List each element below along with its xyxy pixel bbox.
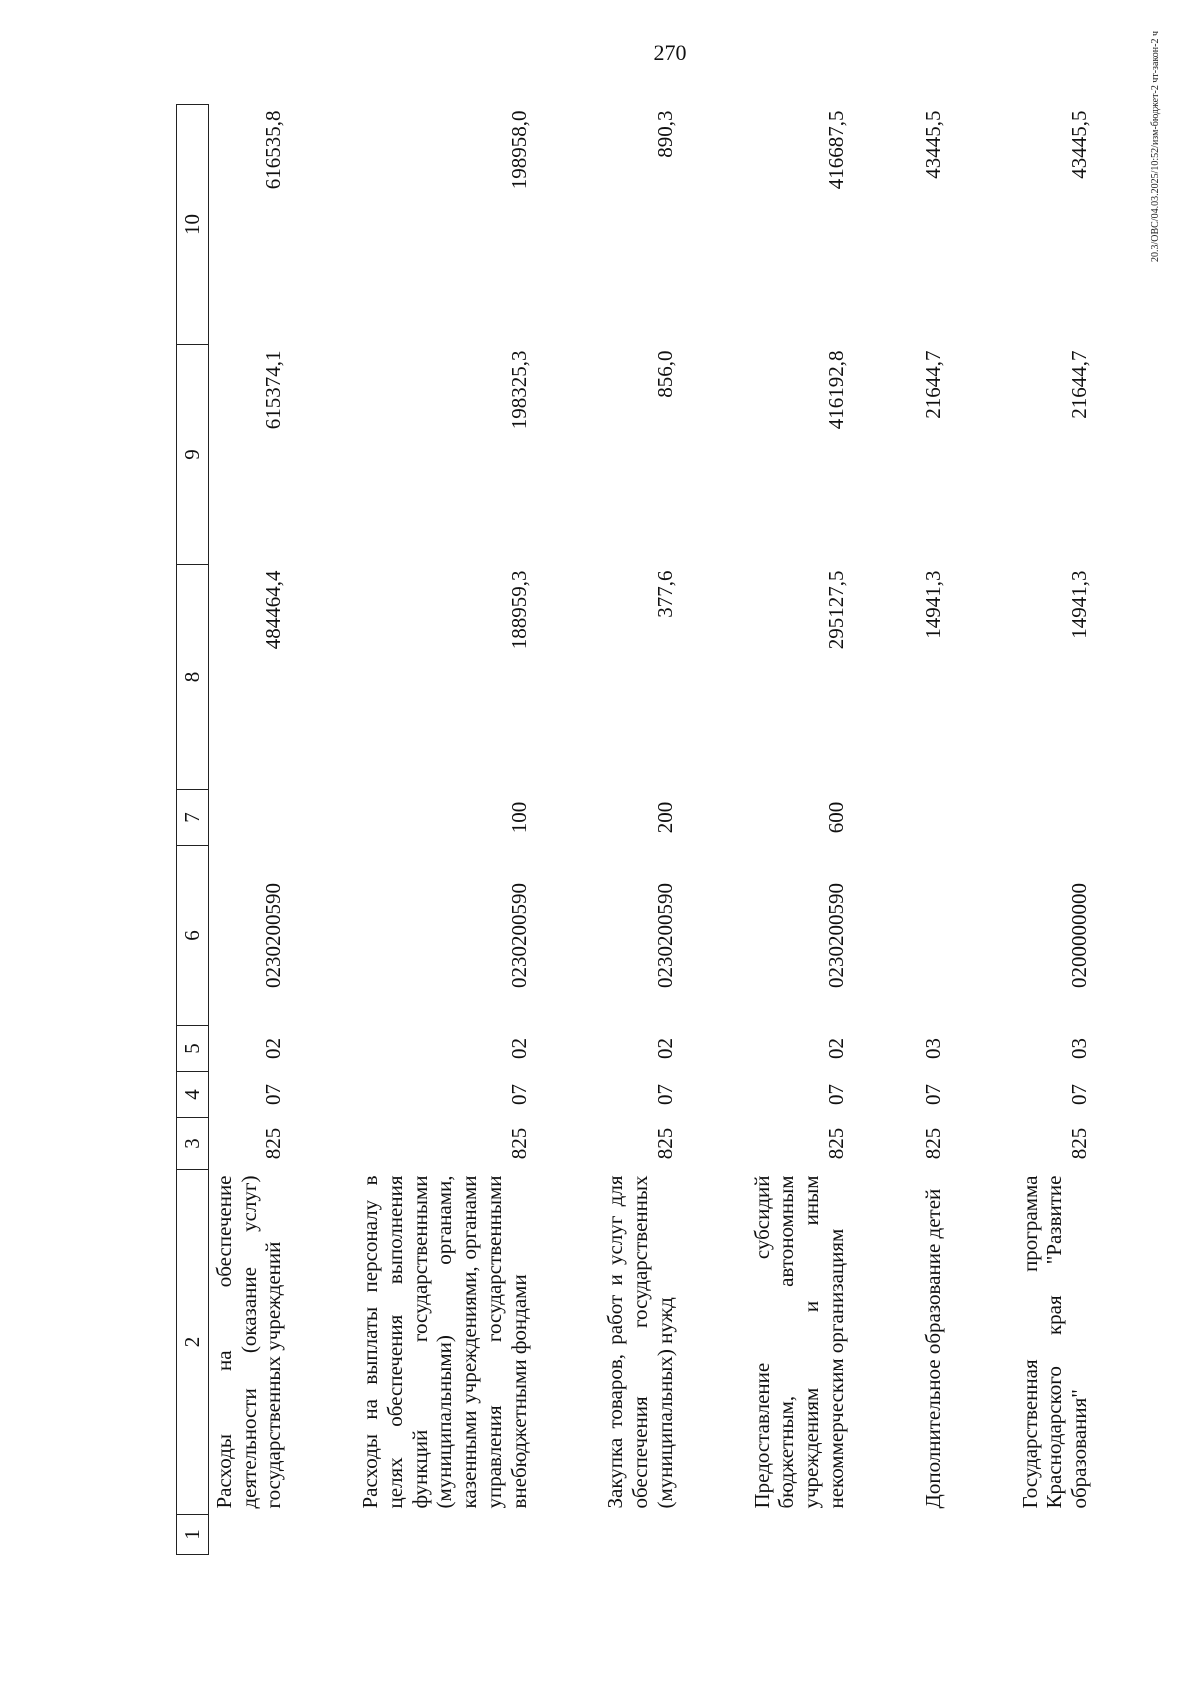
- cell-amount-col-10: 890,3: [652, 110, 677, 158]
- cell-section: 07: [1067, 1084, 1092, 1105]
- cell-amount-col-9: 21644,7: [920, 350, 945, 419]
- cell-amount-col-10: 43445,5: [1067, 110, 1092, 179]
- cell-amount-col-9: 856,0: [652, 350, 677, 398]
- row-spacer: [681, 105, 747, 1555]
- cell-subsection: 03: [1067, 1038, 1092, 1059]
- cell-subsection: 02: [652, 1038, 677, 1059]
- rotated-table-container: [176, 105, 1116, 1555]
- cell-target-article: [918, 846, 949, 1026]
- cell-ministry-code: 825: [1067, 1127, 1092, 1160]
- cell-section: 07: [652, 1084, 677, 1105]
- cell-ministry-code: 825: [824, 1127, 849, 1160]
- header-col-1: 1: [177, 1515, 209, 1555]
- cell-expense-type: 100: [506, 801, 531, 834]
- cell-col-1: [918, 1515, 949, 1555]
- cell-description: Дополнительное образование детей: [920, 1188, 945, 1509]
- row-spacer: [289, 105, 355, 1555]
- cell-col-1: [208, 1515, 289, 1555]
- cell-amount-col-8: 188959,3: [506, 570, 531, 650]
- cell-ministry-code: 825: [506, 1127, 531, 1160]
- cell-amount-col-9: 21644,7: [1067, 350, 1092, 419]
- table-row: [208, 105, 289, 1555]
- cell-expense-type: [1015, 790, 1095, 846]
- budget-table: [176, 104, 1095, 1555]
- cell-target-article: 0230200590: [506, 883, 531, 988]
- header-col-8: 8: [177, 565, 209, 790]
- cell-col-1: [1015, 1515, 1095, 1555]
- table-row: [747, 105, 852, 1555]
- row-spacer: [852, 105, 918, 1555]
- cell-subsection: 02: [261, 1038, 286, 1059]
- cell-amount-col-8: 14941,3: [1067, 570, 1092, 639]
- header-col-7: 7: [177, 790, 209, 846]
- cell-section: 07: [506, 1084, 531, 1105]
- cell-subsection: 03: [920, 1038, 945, 1059]
- table-row: [600, 105, 680, 1555]
- cell-ministry-code: 825: [920, 1127, 945, 1160]
- cell-description: Государственная программа Краснодарского края "Развитие образования": [1017, 1175, 1092, 1509]
- page-number: 270: [653, 40, 687, 65]
- cell-amount-col-10: 416687,5: [824, 110, 849, 190]
- table-row: [355, 105, 534, 1555]
- cell-amount-col-9: 416192,8: [824, 350, 849, 430]
- cell-col-1: [355, 1515, 534, 1555]
- table-row: [918, 105, 949, 1555]
- header-col-2: 2: [177, 1170, 209, 1515]
- cell-amount-col-8: 484464,4: [261, 570, 286, 650]
- cell-amount-col-9: 615374,1: [261, 350, 286, 430]
- cell-description: Расходы на выплаты персоналу в целях обеспечения выполнения функций государственными (муниципальными) органами, казенными учреждениями, органами управления государственными внебюджетными фондами: [358, 1175, 531, 1509]
- cell-amount-col-8: 14941,3: [920, 570, 945, 639]
- cell-section: 07: [261, 1084, 286, 1105]
- row-spacer: [949, 105, 1015, 1555]
- footer-note-text: 20.3/ОВС/04.03.2025/10:52/изм-бюджет-2 чт-закон-2 ч: [1150, 30, 1161, 262]
- header-col-10: 10: [177, 105, 209, 345]
- row-spacer: [534, 105, 600, 1555]
- cell-amount-col-9: 198325,3: [506, 350, 531, 430]
- header-col-6: 6: [177, 846, 209, 1026]
- header-col-9: 9: [177, 345, 209, 565]
- cell-description: Предоставление субсидий бюджетным, автономным учреждениям и иным некоммерческим организациям: [749, 1175, 849, 1509]
- cell-section: 07: [920, 1084, 945, 1105]
- table-row: [1015, 105, 1095, 1555]
- cell-ministry-code: 825: [261, 1127, 286, 1160]
- header-col-4: 4: [177, 1072, 209, 1118]
- cell-target-article: 0230200590: [824, 883, 849, 988]
- header-col-5: 5: [177, 1026, 209, 1072]
- cell-target-article: 0200000000: [1067, 883, 1092, 988]
- cell-amount-col-8: 295127,5: [824, 570, 849, 650]
- cell-description: Закупка товаров, работ и услуг для обеспечения государственных (муниципальных) нужд: [603, 1175, 677, 1509]
- cell-col-1: [747, 1515, 852, 1555]
- cell-expense-type: [208, 790, 289, 846]
- cell-expense-type: [918, 790, 949, 846]
- table-header-row: [177, 105, 209, 1555]
- cell-section: 07: [824, 1084, 849, 1105]
- cell-expense-type: 200: [652, 801, 677, 834]
- cell-target-article: 0230200590: [652, 883, 677, 988]
- cell-target-article: 0230200590: [261, 883, 286, 988]
- cell-description: Расходы на обеспечение деятельности (оказание услуг) государственных учреждений: [211, 1175, 286, 1509]
- cell-amount-col-8: 377,6: [652, 570, 677, 618]
- cell-amount-col-10: 43445,5: [920, 110, 945, 179]
- cell-col-1: [600, 1515, 680, 1555]
- cell-subsection: 02: [824, 1038, 849, 1059]
- cell-ministry-code: 825: [652, 1127, 677, 1160]
- cell-amount-col-10: 198958,0: [506, 110, 531, 190]
- header-col-3: 3: [177, 1118, 209, 1170]
- cell-subsection: 02: [506, 1038, 531, 1059]
- cell-amount-col-10: 616535,8: [261, 110, 286, 190]
- cell-expense-type: 600: [824, 801, 849, 834]
